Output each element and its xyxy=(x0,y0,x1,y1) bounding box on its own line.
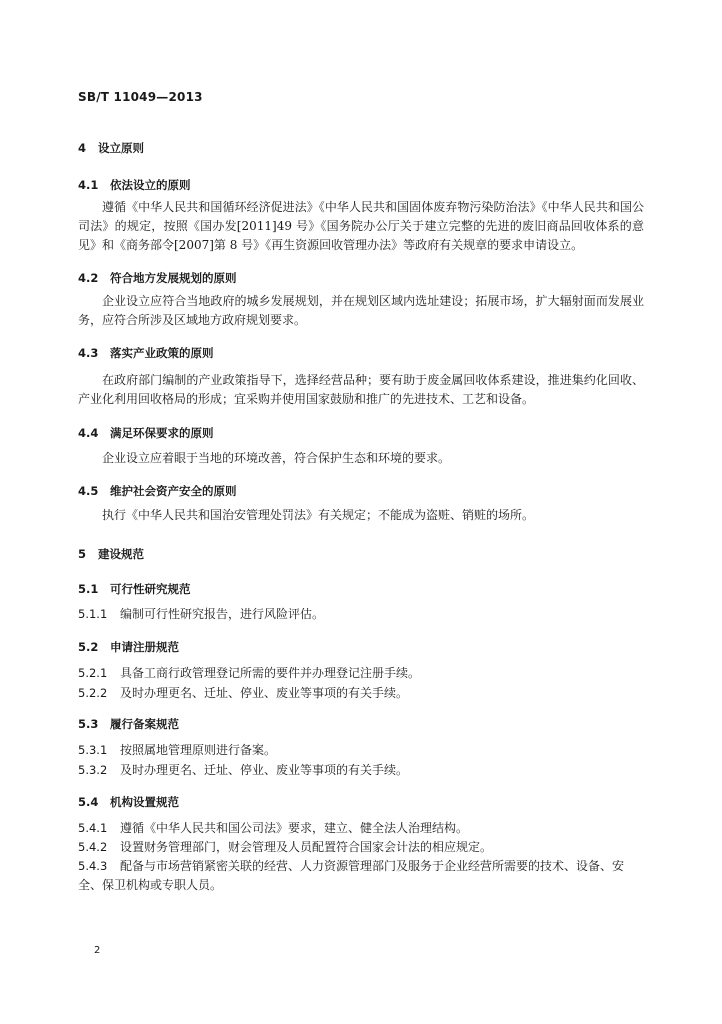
paragraph-4-1: 遵循《中华人民共和国循环经济促进法》《中华人民共和国固体废弃物污染防治法》《中华人民共和国公司法》的规定，按照《国办发[2011]49 号》《国务院办公厅关于建立完整的先进的废旧商品回收体系的意见》和《商务部令[2007]第 8 号》《再生资源回收管理办法》等政府有关规章的要求申请设立。 xyxy=(78,200,644,252)
clause-text: 及时办理更名、迁址、停业、废业等事项的有关手续。 xyxy=(120,763,409,777)
subsection-title: 履行备案规范 xyxy=(110,717,179,731)
clause-text: 具备工商行政管理登记所需的要件并办理登记注册手续。 xyxy=(120,666,421,680)
subsection-title: 满足环保要求的原则 xyxy=(110,426,214,440)
clause-text: 编制可行性研究报告，进行风险评估。 xyxy=(120,607,325,621)
clause-number: 5.4.1 xyxy=(78,821,108,835)
clause-number: 5.1.1 xyxy=(78,607,108,621)
subsection-title: 维护社会资产安全的原则 xyxy=(110,484,237,498)
paragraph-4-2: 企业设立应符合当地政府的城乡发展规划，并在规划区域内选址建设；拓展市场，扩大辐射面而发展业务，应符合所涉及区域地方政府规划要求。 xyxy=(78,294,644,327)
subsection-number: 4.3 xyxy=(78,346,99,360)
clause-number: 5.3.2 xyxy=(78,763,108,777)
clause-number: 5.3.1 xyxy=(78,743,108,757)
subsection-number: 5.1 xyxy=(78,582,99,596)
clause-number: 5.2.2 xyxy=(78,686,108,700)
clause-5-2-2 xyxy=(78,684,644,703)
section-title: 设立原则 xyxy=(98,141,144,155)
subsection-heading-4-2 xyxy=(78,270,237,286)
clause-number: 5.4.3 xyxy=(78,859,108,873)
clause-text: 设置财务管理部门，财会管理及人员配置符合国家会计法的相应规定。 xyxy=(120,840,493,854)
subsection-number: 4.4 xyxy=(78,426,99,440)
subsection-number: 4.2 xyxy=(78,271,99,285)
subsection-title: 落实产业政策的原则 xyxy=(110,346,214,360)
subsection-heading-4-5 xyxy=(78,483,237,499)
paragraph-4-3: 在政府部门编制的产业政策指导下，选择经营品种；要有助于废金属回收体系建设，推进集约化回收、产业化利用回收格局的形成；宜采购并使用国家鼓励和推广的先进技术、工艺和设备。 xyxy=(78,373,644,406)
section-number: 4 xyxy=(78,141,87,155)
subsection-number: 4.1 xyxy=(78,178,99,192)
subsection-title: 依法设立的原则 xyxy=(110,178,191,192)
standard-code: SB/T 11049—2013 xyxy=(78,90,203,104)
subsection-heading-5-4 xyxy=(78,794,179,810)
section-number: 5 xyxy=(78,547,87,561)
subsection-number: 5.3 xyxy=(78,717,99,731)
subsection-title: 申请注册规范 xyxy=(110,640,179,654)
clause-5-4-1 xyxy=(78,819,644,838)
subsection-heading-4-4 xyxy=(78,425,214,441)
subsection-heading-4-3 xyxy=(78,345,214,361)
clause-5-2-1 xyxy=(78,664,644,683)
paragraph-4-5: 执行《中华人民共和国治安管理处罚法》有关规定；不能成为盗赃、销赃的场所。 xyxy=(102,508,535,522)
subsection-number: 5.4 xyxy=(78,795,99,809)
clause-5-3-1 xyxy=(78,741,644,760)
clause-5-4-3 xyxy=(78,857,644,895)
clause-text: 配备与市场营销紧密关联的经营、人力资源管理部门及服务于企业经营所需要的技术、设备、安全、保卫机构或专职人员。 xyxy=(78,859,625,892)
clause-text: 按照属地管理原则进行备案。 xyxy=(120,743,277,757)
page-number: 2 xyxy=(94,945,101,956)
clause-number: 5.2.1 xyxy=(78,666,108,680)
clause-5-1-1 xyxy=(78,605,644,624)
subsection-title: 符合地方发展规划的原则 xyxy=(110,271,237,285)
clause-5-3-2 xyxy=(78,761,644,780)
subsection-heading-5-2 xyxy=(78,639,179,655)
subsection-title: 机构设置规范 xyxy=(110,795,179,809)
clause-text: 遵循《中华人民共和国公司法》要求，建立、健全法人治理结构。 xyxy=(120,821,469,835)
clause-number: 5.4.2 xyxy=(78,840,108,854)
subsection-title: 可行性研究规范 xyxy=(110,582,191,596)
clause-5-4-2 xyxy=(78,838,644,857)
section-heading-4 xyxy=(78,140,144,156)
subsection-heading-5-1 xyxy=(78,581,191,597)
subsection-number: 4.5 xyxy=(78,484,99,498)
section-heading-5 xyxy=(78,546,144,562)
subsection-heading-4-1 xyxy=(78,177,191,193)
clause-text: 及时办理更名、迁址、停业、废业等事项的有关手续。 xyxy=(120,686,409,700)
section-title: 建设规范 xyxy=(98,547,144,561)
subsection-heading-5-3 xyxy=(78,716,179,732)
paragraph-4-4: 企业设立应着眼于当地的环境改善，符合保护生态和环境的要求。 xyxy=(102,451,451,465)
subsection-number: 5.2 xyxy=(78,640,99,654)
